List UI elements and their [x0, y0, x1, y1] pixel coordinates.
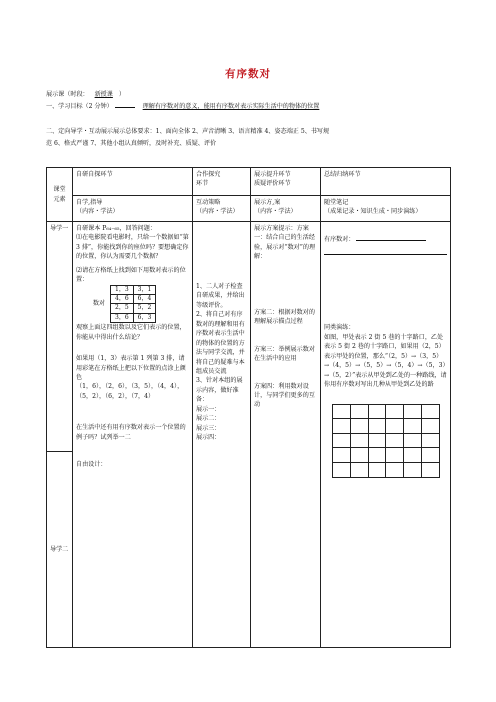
row-label-1: 导学一 [47, 222, 73, 452]
lesson-meta [46, 89, 125, 98]
header-showcase: 展示提升环节 质疑评价环节 [251, 168, 321, 196]
header-cooperation: 合作探究 环节 [193, 168, 251, 196]
showcase-plan-3: 方案三：举例展示数对在生活中的应用 [254, 345, 315, 363]
showcase-plan-1: 展示方案提示：方案一：结合自己的生活经验，展示对“数对”的理解： [254, 225, 316, 261]
lesson-table [46, 167, 451, 648]
header-class-elements: 课堂 元素 [47, 168, 73, 222]
learning-goal [46, 101, 319, 110]
page-title: 有序数对 [225, 68, 271, 80]
coord-cell: 1，3 [111, 285, 134, 294]
coord-cell: 6，3 [133, 313, 156, 322]
self-study-p1: 自研课本 P₆₄₋₆₅，回答问题： [76, 225, 156, 232]
coord-cell: 4，6 [111, 295, 134, 304]
self-study-p2: ⑴在电影院看电影时，只给一个数据如“第 3 排”，你能找到你的座位吗？要想确定你的位置，你认为需要几个数据？ [76, 234, 189, 261]
self-study-p5: 如果用（1，3）表示第 1 列第 3 排，请用彩笔在方格纸上把以下位置的点涂上颜色 [76, 355, 186, 381]
coord-cell: 3，6 [111, 313, 134, 322]
showcase-plan-2: 方案二：根据对数对的理解展示描点过程 [254, 308, 315, 326]
summary-cell [321, 222, 451, 648]
coord-cell: 5，2 [133, 304, 156, 313]
row-label-2: 导学二 [47, 452, 73, 648]
subheader-self-study: 自学,指导 （内容・学法） [73, 196, 193, 222]
practice-text: 如图，甲处表示 2 街 5 巷的十字路口，乙处表示 5 街 2 巷的十字路口，如果用（2，5）表示甲处的位置，那么“（2，5）→（3，5）→（4，5）→（5，5）→（5，4）→（5，3）→（5，2）”表示从甲处到乙处的一种路线，请你用有序数对写出几种从甲处到乙处的路 [324, 333, 447, 389]
cooperation-cell: 1、二人对子检查自研成果，并给出等级评价。 2、将自己对有序数对的理解和用有序数对表示生活中的物体的位置的方法与同学交流，并将自己的疑难与本组成员交流 3、针对本组的展示内容，做好准备： 展示一： 展示二： 展示三： 展示四： [193, 222, 251, 648]
goal-label: 一、学习目标（2 分钟） [46, 103, 113, 110]
subheader-showcase: 展示方,案 （内容・学法） [251, 196, 321, 222]
showcase-cell [251, 222, 321, 648]
coord-cell: 2，5 [111, 304, 134, 313]
self-study-p3: ⑵请在方格纸上找到如下用数对表示的位置： [76, 266, 186, 284]
self-study-p4: 观察上面这四组数以及它们表示的位置，你能从中得出什么结论？ [76, 324, 186, 341]
self-study-p8: 自由设计： [76, 461, 107, 469]
self-study-p6: （1，6），（2，6），（3，5），（4，4），（5，2），（6，2），（7，4） [76, 383, 184, 400]
notes-block [324, 234, 447, 255]
coord-cell: 3，1 [133, 285, 156, 294]
practice-title: 同类演练： [324, 324, 355, 332]
goal-text: 理解有序数对的意义，能用有序数对表示实际生活中的物体的位置 [142, 103, 320, 110]
notes-label: 有序数对： [324, 236, 355, 243]
subheader-cooperation: 互动策略 （内容・学法） [193, 196, 251, 222]
requirements-line-2: 范 6、格式严谨 7、其他小组认真倾听，及时补充、质疑、评价 [46, 140, 217, 147]
requirements-line-1: 二、定向导学・互动展示展示总体要求：1、面向全体 2、声音清晰 3、语言精准 4、姿态端正 5、书写规 [46, 128, 330, 135]
meta-period: 新授课 [94, 91, 113, 98]
header-self-study: 自研自探环节 [73, 168, 193, 196]
street-grid [332, 404, 440, 478]
coord-label: 数对 [92, 299, 105, 307]
notes-blank-line [324, 246, 447, 255]
meta-suffix: ） [118, 91, 125, 98]
header-summary: 总结归纳环节 [321, 168, 451, 196]
coord-cell: 6，4 [133, 295, 156, 304]
self-study-p7: 在生活中还有用有序数对表示一个位置的例子吗？试列举一二 [76, 424, 186, 441]
goal-blank [115, 101, 135, 108]
coordinate-table [88, 285, 156, 324]
meta-prefix: 展示课（时段： [46, 91, 89, 98]
notes-blank [356, 234, 426, 241]
showcase-plan-4: 方案四：利用数对设计，与同学们更多的互动 [254, 382, 315, 409]
subheader-summary: 随堂笔记 （成果记录・知识生成・同步演练） [321, 196, 451, 222]
self-study-cell [73, 222, 193, 648]
